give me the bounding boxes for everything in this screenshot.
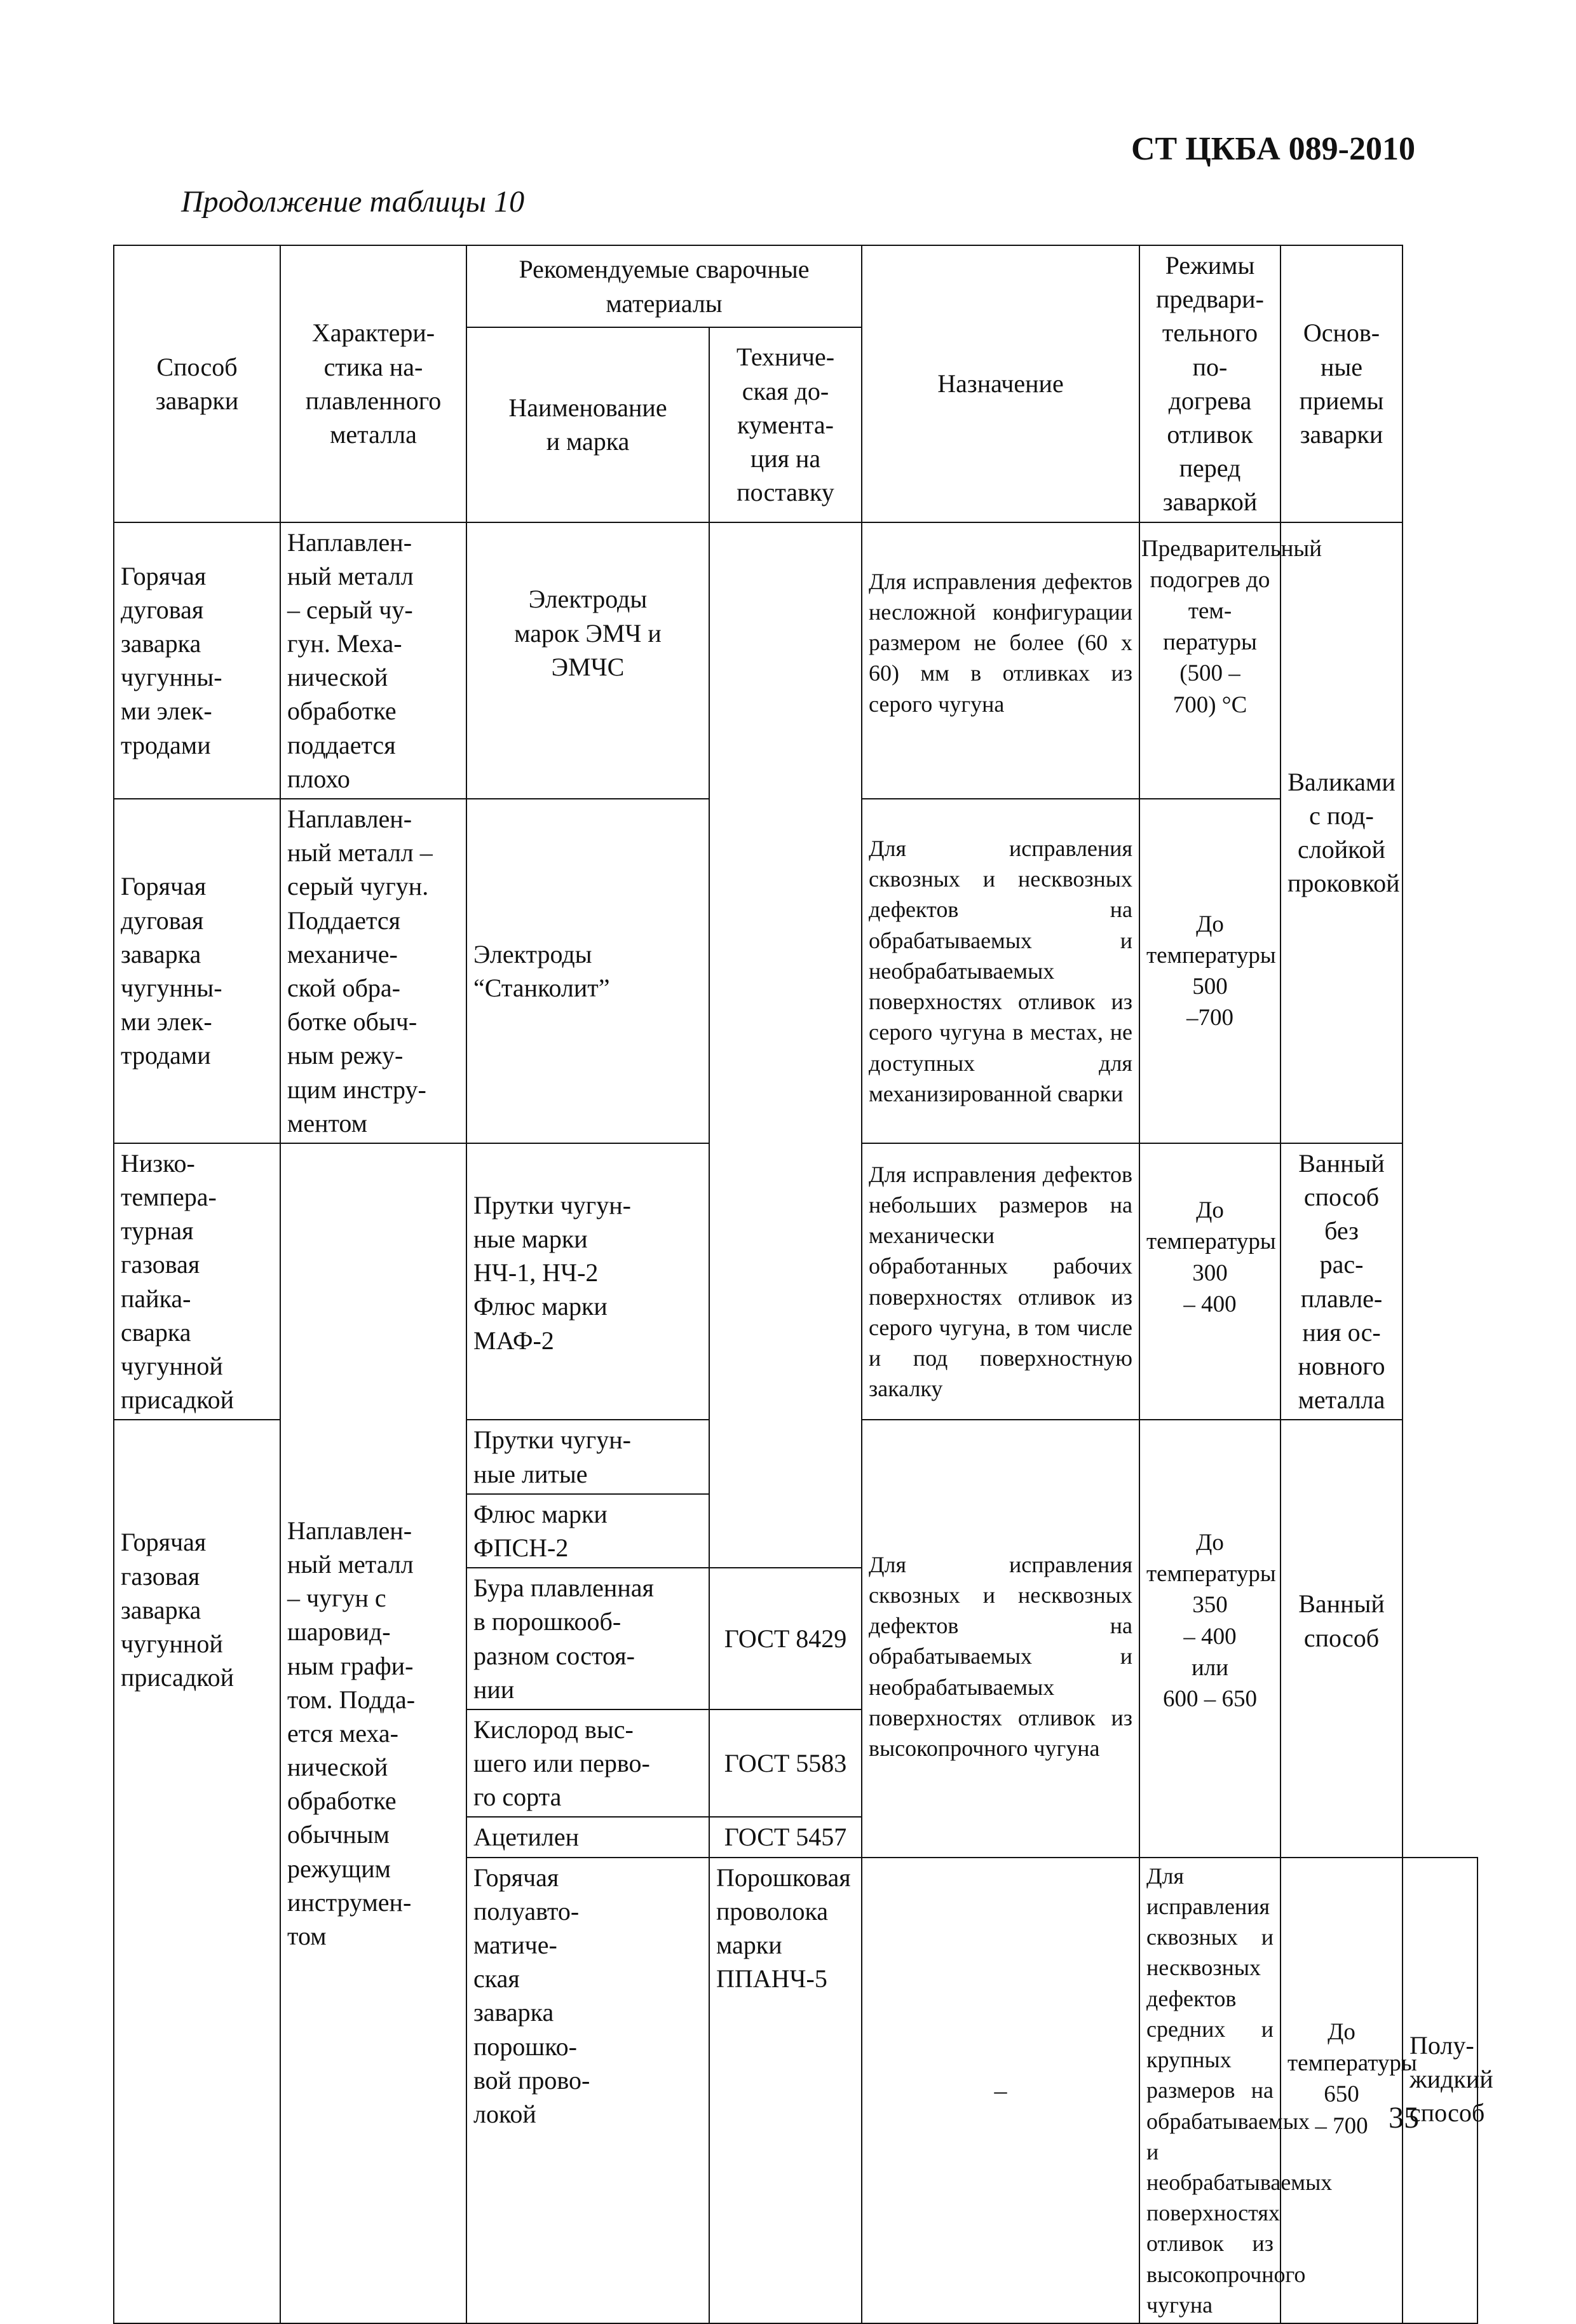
row4-material-name-3: Бура плавленная в порошкооб- разном состоя- нии bbox=[466, 1568, 709, 1709]
welding-table bbox=[113, 245, 1493, 2324]
row4-material-name-2: Флюс марки ФПСН-2 bbox=[466, 1494, 709, 1568]
page-number: 35 bbox=[1389, 2101, 1419, 2135]
row3-material-name: Прутки чугун- ные марки НЧ-1, НЧ-2 Флюс марки МАФ-2 bbox=[466, 1143, 709, 1420]
row4-material-doc-3: ГОСТ 8429 bbox=[709, 1568, 862, 1709]
row3-preheat: До температуры 300 – 400 bbox=[1139, 1143, 1280, 1420]
row4-techniques: Ванный способ bbox=[1280, 1420, 1403, 1857]
header-materials-group: Рекомендуемые сварочные материалы bbox=[466, 245, 862, 327]
row1-metal: Наплавлен- ный металл – серый чу- гун. Меха- нической обработке поддается плохо bbox=[280, 522, 466, 799]
table-row bbox=[114, 522, 1478, 799]
header-name: Наименование и марка bbox=[466, 327, 709, 522]
row4-purpose: Для исправления сквозных и несквозных дефектов на обрабатываемых и необрабатываемых поверхностях отливок из высокопрочного чугуна bbox=[862, 1420, 1139, 1857]
header-metal: Характери- стика на- плавленного металла bbox=[280, 245, 466, 522]
header-method: Способ заварки bbox=[114, 245, 280, 522]
row3-techniques: Ванный способ без рас- плавле- ния ос- новного металла bbox=[1280, 1143, 1403, 1420]
row5-method: Горячая полуавто- матиче- ская заварка порошко- вой прово- локой bbox=[466, 1858, 709, 2324]
rows3-5-metal: Наплавлен- ный металл – чугун с шаровид- ным графи- том. Подда- ется меха- нической обработке обычным режущим инструмен- том bbox=[280, 1143, 466, 2323]
row5-purpose: Для исправления сквозных и несквозных дефектов средних и крупных размеров на обрабатываемых и необрабатываемых поверхностях отливок из высокопрочного чугуна bbox=[1139, 1858, 1280, 2324]
row3-method: Низко- темпера- турная газовая пайка- сварка чугунной присадкой bbox=[114, 1143, 280, 1420]
row2-preheat: До температуры 500 –700 bbox=[1139, 799, 1280, 1143]
row4-material-name-5: Ацетилен bbox=[466, 1817, 709, 1857]
row4-material-name-1: Прутки чугун- ные литые bbox=[466, 1420, 709, 1493]
row4-material-doc-4: ГОСТ 5583 bbox=[709, 1709, 862, 1818]
row1-method: Горячая дуговая заварка чугунны- ми элек- тродами bbox=[114, 522, 280, 799]
row5-material-name: Порошковая проволока марки ППАНЧ-5 bbox=[709, 1858, 862, 2324]
rows1-3-docs-empty bbox=[709, 522, 862, 1568]
header-techniques: Основ- ные приемы заварки bbox=[1280, 245, 1403, 522]
row4-material-name-4: Кислород выс- шего или перво- го сорта bbox=[466, 1709, 709, 1818]
row2-metal: Наплавлен- ный металл – серый чугун. Поддается механиче- ской обра- ботке обыч- ным режу- щим инстру- ментом bbox=[280, 799, 466, 1143]
table-header-row bbox=[114, 245, 1478, 327]
row5-techniques: Полу- жидкий способ bbox=[1403, 1858, 1478, 2324]
header-preheat: Режимы предвари- тельного по- догрева отливок перед заваркой bbox=[1139, 245, 1280, 522]
row5-doc: – bbox=[862, 1858, 1139, 2324]
row1-purpose: Для исправления дефектов несложной конфигурации размером не более (60 х 60) мм в отливках из серого чугуна bbox=[862, 522, 1139, 799]
table-continuation-title: Продолжение таблицы 10 bbox=[181, 185, 525, 219]
row3-purpose: Для исправления дефектов небольших размеров на механически обработанных рабочих поверхностях отливок из серого чугуна, в том числе и под поверхностную закалку bbox=[862, 1143, 1139, 1420]
row5-preheat: До температуры 650 – 700 bbox=[1280, 1858, 1403, 2324]
row2-method: Горячая дуговая заварка чугунны- ми элек- тродами bbox=[114, 799, 280, 1143]
row4-material-doc-5: ГОСТ 5457 bbox=[709, 1817, 862, 1857]
row4-method: Горячая газовая заварка чугунной присадкой bbox=[114, 1420, 280, 2323]
row4-preheat: До температуры 350 – 400 или 600 – 650 bbox=[1139, 1420, 1280, 1857]
row2-material-name: Электроды “Станколит” bbox=[466, 799, 709, 1143]
document-code: СТ ЦКБА 089-2010 bbox=[1131, 131, 1415, 167]
rows1-2-techniques: Валиками с под- слойкой проковкой bbox=[1280, 522, 1403, 1143]
row1-preheat: Предварительный подогрев до тем- пературы (500 – 700) °С bbox=[1139, 522, 1280, 799]
row2-purpose: Для исправления сквозных и несквозных дефектов на обрабатываемых и необрабатываемых поверхностях отливок из серого чугуна в местах, не доступных для механизированной сварки bbox=[862, 799, 1139, 1143]
row1-material-name: Электроды марок ЭМЧ и ЭМЧС bbox=[466, 522, 709, 799]
header-purpose: Назначение bbox=[862, 245, 1139, 522]
header-docs: Техниче- ская до- кумента- ция на поставку bbox=[709, 327, 862, 522]
